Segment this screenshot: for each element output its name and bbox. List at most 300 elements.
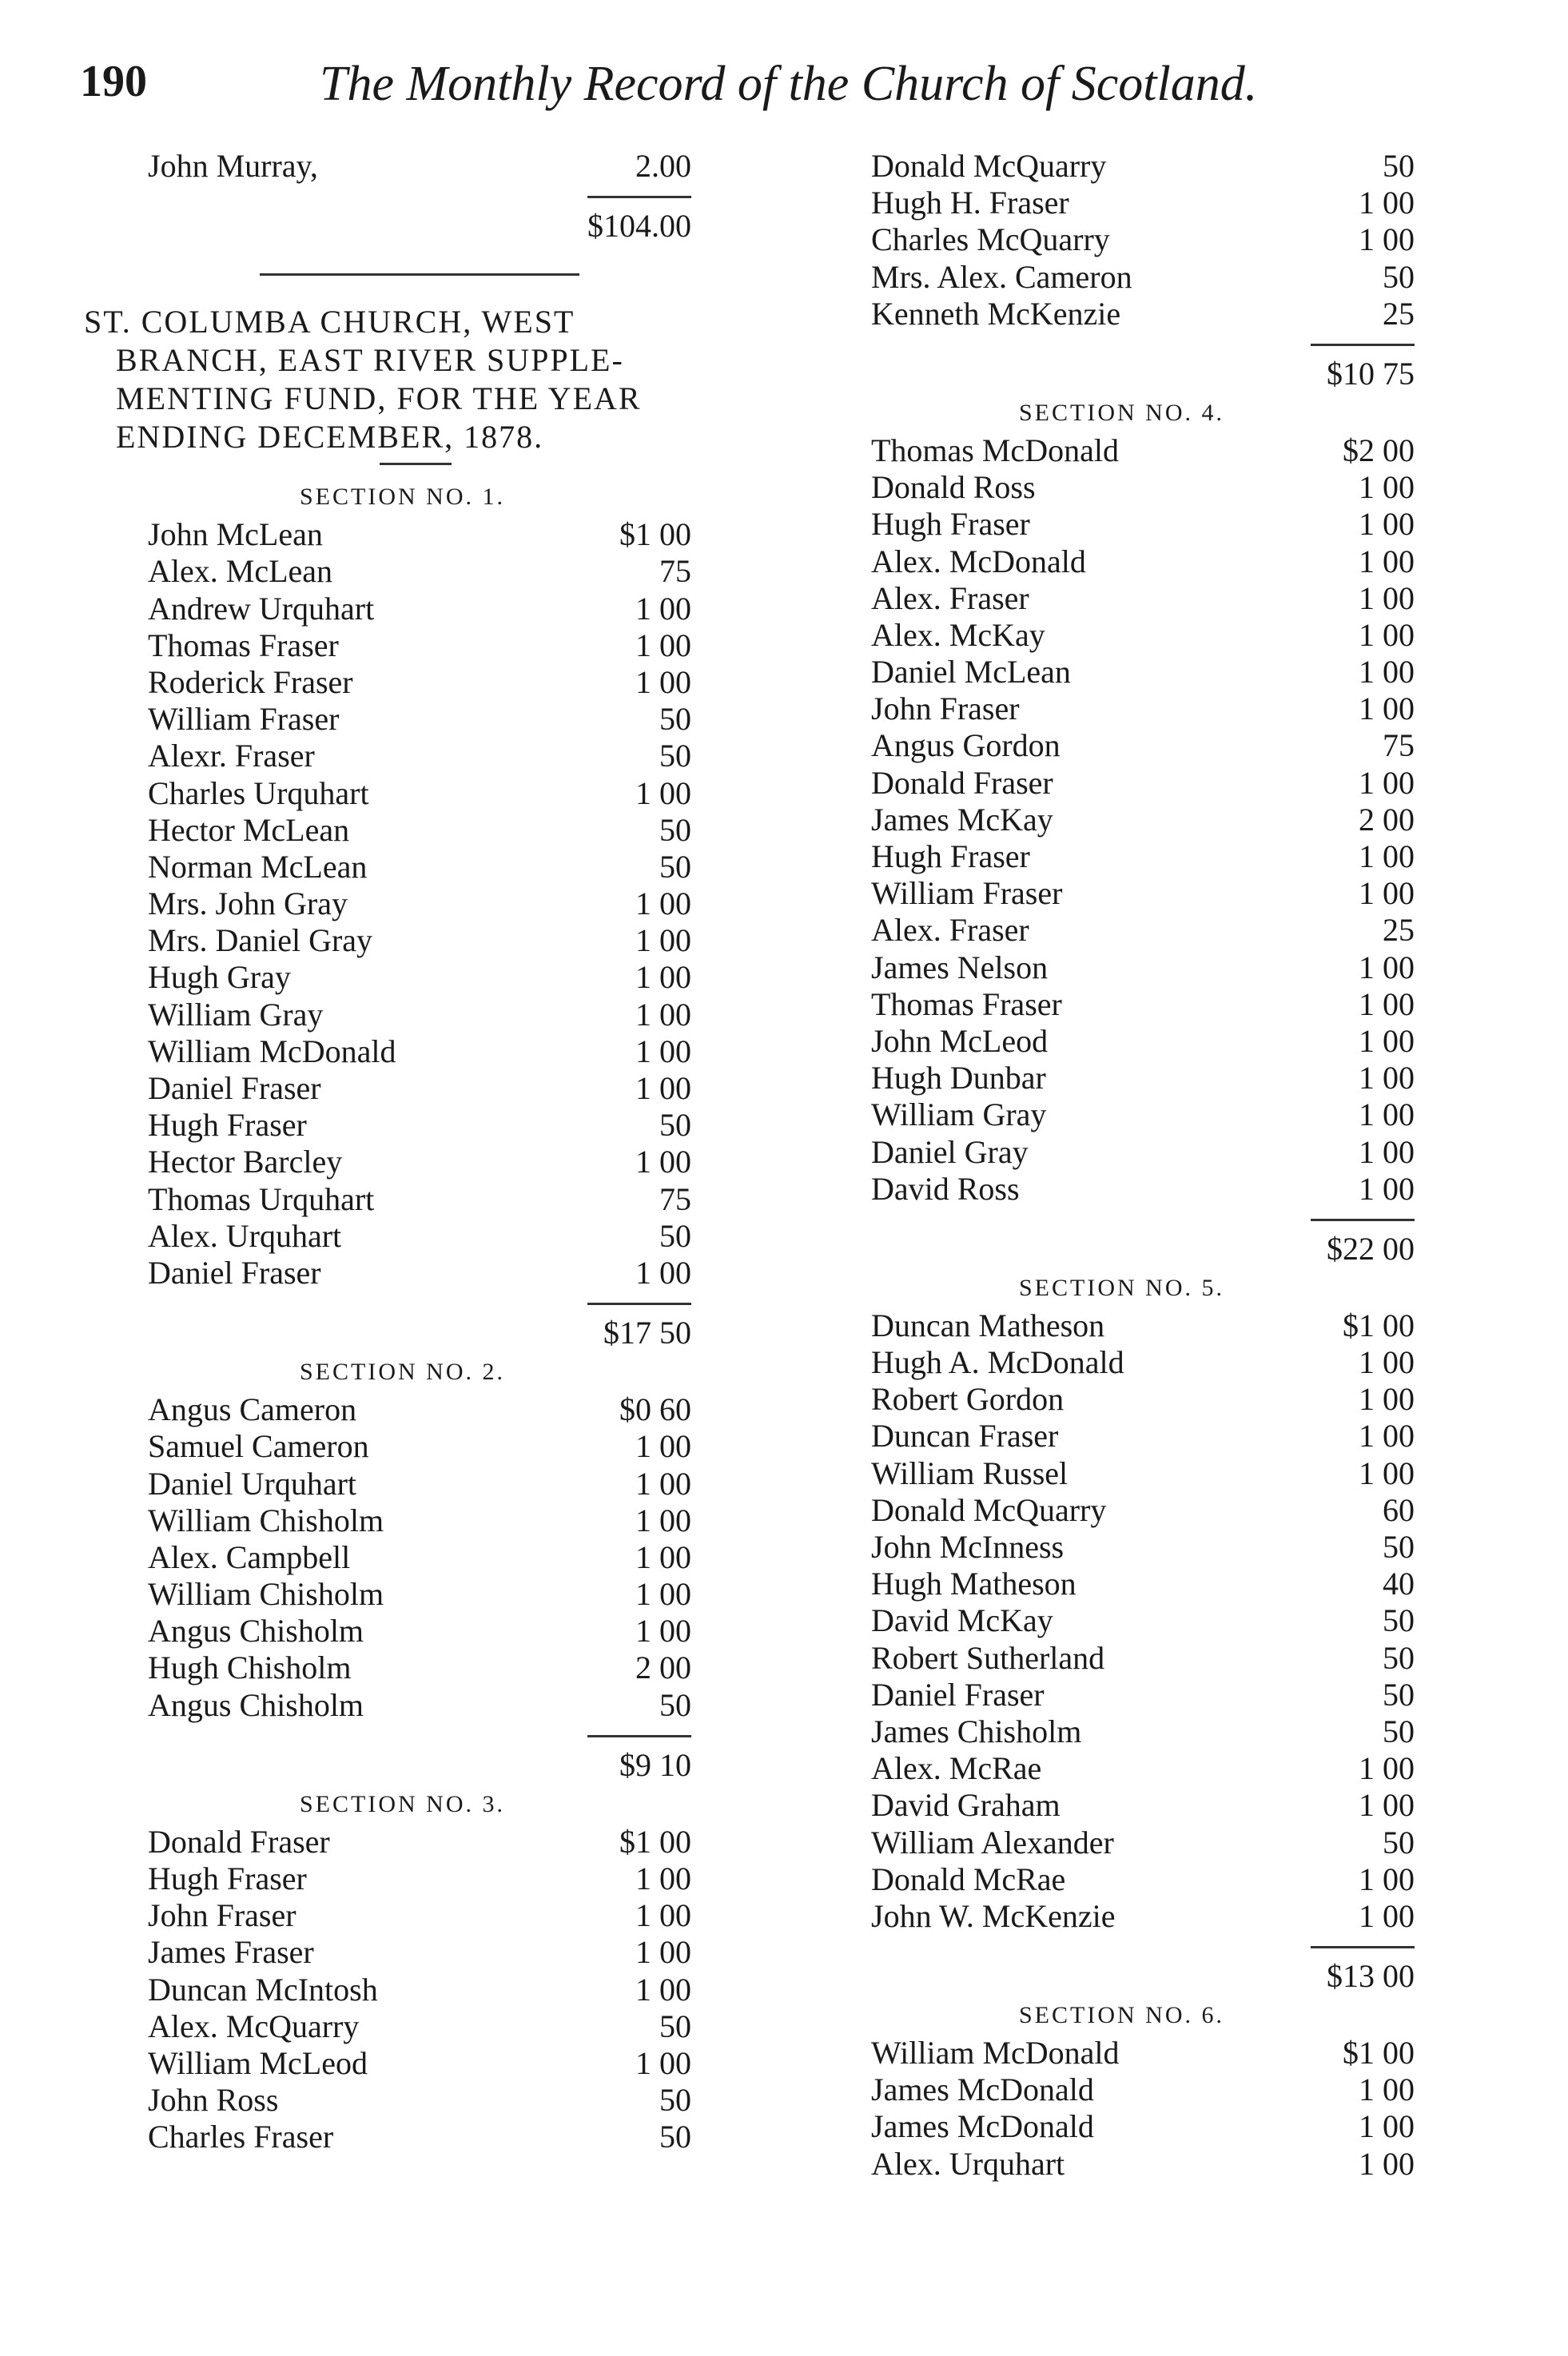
contribution-amount: 1 00 [635,774,691,811]
contribution-entry [84,1255,691,1291]
section-total [871,1231,1415,1269]
contribution-amount: 50 [659,2008,691,2044]
contributor-name: Hugh Fraser [148,1107,307,1144]
section-title: SECTION NO. 5. [1019,1274,1224,1301]
contribution-amount: 50 [659,1107,691,1144]
contribution-entry [84,1861,691,1897]
contribution-entry [871,1418,1415,1455]
contributor-name: Alexr. Fraser [148,738,315,774]
contributor-name: Hugh Gray [148,959,291,996]
section-total [84,1747,691,1785]
contribution-amount: 50 [1383,1602,1415,1639]
contribution-amount: 50 [1383,1824,1415,1861]
contributor-name: Donald Fraser [871,764,1053,801]
contribution-amount: 50 [1383,1639,1415,1676]
contributor-name: Mrs. Daniel Gray [148,922,373,959]
contributor-name: William Gray [148,996,324,1033]
contributor-name: Alex. Campbell [148,1538,351,1575]
contributor-name: William Alexander [871,1824,1114,1861]
contribution-amount: 1 00 [635,1465,691,1502]
contributor-name: Charles Fraser [148,2119,334,2155]
contributor-name: Daniel Urquhart [148,1465,357,1502]
contribution-entry [871,690,1415,727]
contribution-entry [871,1898,1415,1935]
contribution-entry [871,259,1415,296]
contributor-name: Alex. Urquhart [148,1217,342,1254]
contribution-amount: 1 00 [1359,764,1415,801]
contributor-name: Angus Chisholm [148,1613,364,1650]
section-title: SECTION NO. 1. [300,484,505,511]
contribution-amount: 1 00 [1359,616,1415,653]
contribution-amount: 1 00 [1359,985,1415,1022]
contribution-entry [84,1613,691,1650]
fund-heading-line: BRANCH, EAST RIVER SUPPLE- [116,342,624,379]
contribution-entry [871,654,1415,690]
contributor-name: Duncan McIntosh [148,1971,378,2008]
contribution-amount: 1 00 [635,1144,691,1180]
section-title: SECTION NO. 4. [1019,399,1224,426]
contribution-amount: 1 00 [635,2044,691,2081]
contribution-entry [84,922,691,959]
contribution-amount: 1 00 [1359,2108,1415,2145]
contribution-entry [871,1381,1415,1418]
contribution-entry [84,997,691,1033]
contribution-amount: 1 00 [635,1538,691,1575]
contribution-entry [871,765,1415,802]
contributor-name: David Ross [871,1170,1020,1207]
contribution-amount: 1 00 [635,1613,691,1650]
contributor-name: John McInness [871,1529,1065,1565]
contributor-name: David McKay [871,1602,1053,1639]
contributor-name: James Fraser [148,1934,314,1971]
contribution-amount: 1 00 [635,663,691,700]
contribution-amount: 1 00 [1359,579,1415,616]
contribution-amount: 1 00 [1359,1060,1415,1096]
contribution-amount: 1 00 [1359,1787,1415,1824]
contribution-amount: 1 00 [1359,1897,1415,1934]
contribution-amount: 1 00 [635,1576,691,1613]
total-rule [1311,1946,1415,1948]
section-1 [84,478,691,1353]
contributor-name: Charles Urquhart [148,774,369,811]
contribution-amount: 1 00 [1359,1455,1415,1491]
section-4 [871,394,1415,1269]
contributor-name: John Ross [148,2082,279,2119]
contribution-amount: 50 [1383,258,1415,295]
contributor-name: Alex. McRae [871,1750,1042,1787]
contributor-name: John McLean [148,516,323,553]
contribution-amount: 1 00 [635,1934,691,1971]
contributor-name: Daniel Fraser [148,1254,321,1291]
contributor-name: Hugh Fraser [871,838,1030,874]
contribution-amount: 50 [659,1686,691,1723]
contributor-name: James Nelson [871,949,1049,985]
contribution-amount: 1 00 [1359,1750,1415,1787]
contributor-name: Alex. Fraser [871,912,1029,949]
section-6 [871,1996,1415,2183]
contribution-entry [84,627,691,664]
contribution-amount: 2 00 [1359,801,1415,838]
contribution-entry [84,1972,691,2008]
contribution-amount: 25 [1383,295,1415,332]
contribution-entry [871,727,1415,764]
contribution-amount: 50 [659,811,691,848]
contributor-name: Thomas Urquhart [148,1180,375,1217]
contribution-entry [84,849,691,885]
contribution-entry [84,2008,691,2045]
contributor-name: Mrs. John Gray [148,885,348,922]
contributor-name: Samuel Cameron [148,1428,369,1465]
contribution-amount: 1 00 [635,1502,691,1538]
contributor-name: John Murray, [148,148,318,184]
contribution-entry [84,1070,691,1107]
contributor-name: Thomas Fraser [871,985,1062,1022]
contribution-amount: 50 [659,2082,691,2119]
heading-divider [260,273,579,276]
contributor-name: Hugh Dunbar [871,1060,1046,1096]
contribution-entry [871,2108,1415,2145]
contribution-entry [84,1650,691,1686]
contributor-name: Alex. Urquhart [871,2145,1065,2182]
contribution-amount: $1 00 [1343,1307,1415,1343]
contribution-amount: 1 00 [1359,185,1415,221]
contribution-amount: 50 [659,701,691,738]
contribution-entry [871,1825,1415,1861]
contribution-entry [871,949,1415,986]
contribution-entry [871,1640,1415,1677]
carryover-total [84,208,691,246]
fund-heading-line: ENDING DECEMBER, 1878. [116,419,544,456]
contribution-entry [84,1033,691,1070]
contribution-entry [871,875,1415,912]
contribution-amount: 1 00 [635,1897,691,1934]
contribution-amount: 1 00 [1359,1170,1415,1207]
contribution-entry [871,1602,1415,1639]
contribution-amount: 1 00 [635,627,691,663]
contributor-name: Hugh A. McDonald [871,1344,1124,1381]
contributor-name: John Fraser [148,1897,296,1934]
contributor-name: Roderick Fraser [148,663,353,700]
contribution-amount: 50 [1383,148,1415,184]
contribution-amount: $0 60 [619,1391,691,1428]
contributor-name: Duncan Matheson [871,1307,1105,1343]
fund-heading [84,303,691,456]
total-rule [587,196,691,198]
contribution-amount: 50 [1383,1676,1415,1713]
contributor-name: Angus Gordon [871,727,1061,764]
contribution-amount: 50 [659,738,691,774]
contributor-name: William Russel [871,1455,1069,1491]
section-3-continued [871,148,1415,394]
contributor-name: William McLeod [148,2044,368,2081]
contribution-amount: 1 00 [1359,654,1415,690]
total-amount: $10 75 [1327,355,1415,392]
contribution-entry [871,185,1415,221]
contribution-entry [871,2146,1415,2183]
contribution-entry [871,543,1415,580]
contribution-entry [84,516,691,553]
contribution-entry [871,506,1415,543]
contributor-name: William Fraser [148,701,340,738]
total-rule [587,1735,691,1737]
contribution-entry [84,1502,691,1539]
contributor-name: Mrs. Alex. Cameron [871,258,1132,295]
contribution-entry [84,2119,691,2155]
contribution-amount: 1 00 [635,885,691,922]
contribution-entry [871,2035,1415,2071]
contributor-name: William McDonald [148,1033,396,1069]
contribution-entry [84,775,691,812]
contribution-amount: 75 [659,1180,691,1217]
contribution-amount: 1 00 [635,1971,691,2008]
contributor-name: Thomas Fraser [148,627,339,663]
total-rule [587,1303,691,1305]
contribution-entry [84,1466,691,1502]
contributor-name: Norman McLean [148,848,368,885]
contribution-amount: 1 00 [635,1070,691,1106]
contribution-entry [871,1713,1415,1750]
contribution-amount: 1 00 [635,996,691,1033]
contributor-name: Alex. Fraser [871,579,1029,616]
contribution-amount: $1 00 [1343,2035,1415,2071]
section-title: SECTION NO. 6. [1019,2002,1224,2029]
contribution-entry [871,802,1415,838]
contribution-amount: 1 00 [1359,838,1415,874]
contribution-entry [871,580,1415,617]
total-amount: $22 00 [1327,1230,1415,1267]
contribution-amount: 1 00 [1359,1022,1415,1059]
contribution-entry [871,1492,1415,1529]
contribution-amount: 1 00 [635,959,691,996]
contribution-entry [84,1576,691,1613]
contribution-amount: 1 00 [1359,1861,1415,1897]
contribution-amount: 1 00 [1359,543,1415,579]
contribution-entry [84,738,691,774]
contribution-entry [871,1677,1415,1713]
contributor-name: Daniel Fraser [871,1676,1045,1713]
contributor-name: Daniel Gray [871,1133,1029,1170]
contribution-entry [871,221,1415,258]
contribution-amount: 50 [1383,1713,1415,1749]
contribution-entry [871,1307,1415,1344]
contribution-entry [871,1529,1415,1566]
contribution-amount: 1 00 [1359,690,1415,727]
contribution-entry [84,959,691,996]
page-number: 190 [80,57,147,106]
contribution-entry [84,1181,691,1218]
section-5 [871,1269,1415,1996]
contribution-entry [84,812,691,849]
contributor-name: John W. McKenzie [871,1897,1116,1934]
contribution-entry [871,148,1415,185]
contribution-entry [84,1687,691,1724]
contribution-amount: 40 [1383,1566,1415,1602]
contribution-amount: 1 00 [635,590,691,627]
contribution-entry [84,664,691,701]
contribution-entry [84,1218,691,1255]
contribution-amount: 1 00 [635,1254,691,1291]
total-amount: $104.00 [587,208,691,245]
contribution-entry [871,617,1415,654]
contribution-entry [84,1824,691,1861]
contribution-entry [84,1428,691,1465]
contributor-name: Hugh Chisholm [148,1650,352,1686]
contributor-name: Daniel McLean [871,654,1071,690]
contributor-name: Alex. McLean [148,553,333,590]
section-total [871,356,1415,394]
contributor-name: William Fraser [871,875,1063,912]
fund-heading-line: ST. COLUMBA CHURCH, WEST [84,304,575,340]
contribution-entry [871,1134,1415,1171]
contribution-entry [84,1144,691,1180]
contribution-entry [84,591,691,627]
contributor-name: Hector Barcley [148,1144,343,1180]
contributor-name: Donald McQuarry [871,1491,1107,1528]
page-header [80,56,1311,128]
contribution-amount: 1 00 [635,1428,691,1465]
contributor-name: Alex. McKay [871,616,1045,653]
contribution-amount: 60 [1383,1491,1415,1528]
contribution-entry [871,1861,1415,1898]
contribution-entry [871,2071,1415,2108]
contribution-amount: 50 [1383,1529,1415,1565]
contributor-name: Hector McLean [148,811,350,848]
contribution-amount: 1 00 [1359,506,1415,543]
contribution-amount: 25 [1383,912,1415,949]
contribution-amount: 2.00 [635,148,691,184]
contribution-entry [871,1171,1415,1208]
contributor-name: Alex. McQuarry [148,2008,360,2044]
contribution-amount: 1 00 [1359,1344,1415,1381]
contribution-amount: $2 00 [1343,432,1415,468]
contribution-entry [871,1344,1415,1381]
section-total [84,1315,691,1353]
contribution-amount: 50 [659,2119,691,2155]
contributor-name: Andrew Urquhart [148,590,375,627]
contribution-entry [84,885,691,922]
contribution-amount: 75 [659,553,691,590]
contribution-amount: 75 [1383,727,1415,764]
contributor-name: Duncan Fraser [871,1418,1059,1455]
contributor-name: David Graham [871,1787,1061,1824]
contribution-entry [84,1107,691,1144]
contribution-amount: 1 00 [635,922,691,959]
contributor-name: James Chisholm [871,1713,1082,1749]
contribution-amount: 1 00 [1359,2145,1415,2182]
contributor-name: James McKay [871,801,1053,838]
contribution-entry [84,1539,691,1576]
contribution-entry [871,432,1415,469]
contributor-name: Hugh Matheson [871,1566,1077,1602]
section-2 [84,1353,691,1785]
contributor-name: Donald Ross [871,469,1036,506]
contribution-entry [871,838,1415,875]
contribution-amount: 1 00 [1359,1133,1415,1170]
journal-title: The Monthly Record of the Church of Scotland. [320,57,1258,111]
left-column [84,148,691,2156]
contributor-name: Angus Chisholm [148,1686,364,1723]
contribution-entry [871,912,1415,949]
contribution-amount: 1 00 [635,1861,691,1896]
contributor-name: Daniel Fraser [148,1070,321,1106]
contribution-amount: 50 [659,848,691,885]
contribution-amount: 1 00 [1359,949,1415,985]
contributor-name: Hugh Fraser [871,506,1030,543]
total-amount: $13 00 [1327,1958,1415,1995]
contributor-name: John McLeod [871,1022,1049,1059]
contributor-name: Donald Fraser [148,1823,330,1860]
contributor-name: William Gray [871,1096,1047,1133]
section-title: SECTION NO. 3. [300,1790,505,1817]
contribution-amount: 1 00 [1359,875,1415,912]
section-title: SECTION NO. 2. [300,1359,505,1386]
contribution-amount: 1 00 [1359,1418,1415,1455]
contributor-name: Thomas McDonald [871,432,1119,468]
contribution-entry [84,1897,691,1934]
contribution-entry [871,1787,1415,1824]
contribution-entry [871,1566,1415,1602]
contribution-entry [871,469,1415,506]
contribution-amount: $1 00 [619,1823,691,1860]
contribution-entry [84,2082,691,2119]
total-amount: $9 10 [619,1746,691,1783]
contribution-entry [84,1391,691,1428]
contribution-entry [871,1060,1415,1096]
heading-rule [380,463,452,465]
contributor-name: Donald McRae [871,1861,1066,1897]
carryover-entry [84,148,691,185]
contributor-name: John Fraser [871,690,1020,727]
section-total [871,1958,1415,1996]
contributor-name: William Chisholm [148,1502,384,1538]
contribution-amount: 1 00 [1359,469,1415,506]
contribution-entry [84,553,691,590]
contributor-name: Angus Cameron [148,1391,357,1428]
contribution-amount: 50 [659,1217,691,1254]
contribution-amount: 1 00 [1359,1096,1415,1133]
total-amount: $17 50 [603,1315,691,1351]
section-3-start [84,1785,691,2156]
fund-heading-line: MENTING FUND, FOR THE YEAR [116,380,642,417]
contributor-name: Donald McQuarry [871,148,1107,184]
total-rule [1311,344,1415,346]
contribution-amount: $1 00 [619,516,691,553]
contributor-name: Kenneth McKenzie [871,295,1121,332]
contributor-name: James McDonald [871,2108,1094,2145]
contributor-name: William Chisholm [148,1576,384,1613]
contribution-entry [871,1750,1415,1787]
contribution-entry [871,1096,1415,1133]
contribution-entry [84,1934,691,1971]
contributor-name: Charles McQuarry [871,221,1110,258]
contribution-entry [871,296,1415,332]
contribution-amount: 1 00 [1359,1381,1415,1418]
contribution-entry [871,986,1415,1023]
contribution-entry [84,701,691,738]
contributor-name: Robert Sutherland [871,1639,1105,1676]
right-column [871,148,1415,2183]
contribution-entry [871,1023,1415,1060]
contributor-name: Hugh H. Fraser [871,185,1069,221]
contributor-name: Hugh Fraser [148,1861,307,1896]
contributor-name: James McDonald [871,2071,1094,2108]
contributor-name: Alex. McDonald [871,543,1086,579]
total-rule [1311,1219,1415,1221]
contribution-amount: 2 00 [635,1650,691,1686]
contribution-entry [871,1455,1415,1492]
contribution-entry [84,2045,691,2082]
contribution-amount: 1 00 [1359,2071,1415,2108]
